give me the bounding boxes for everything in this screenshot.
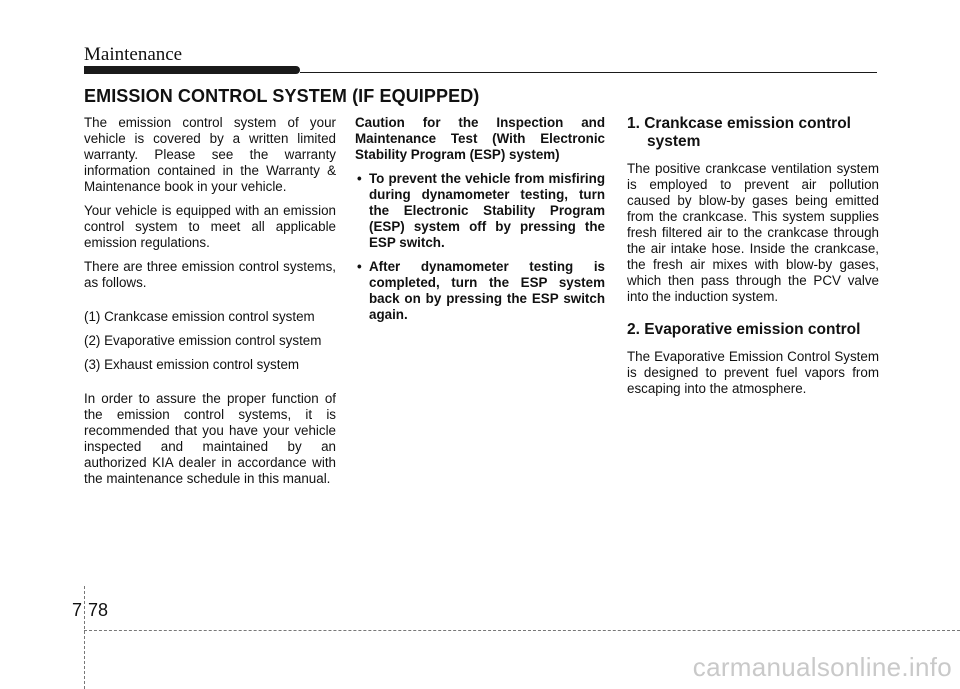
maintenance-paragraph: In order to assure the proper function of the emission control systems, it is recommended that you have your vehicle inspected and maintained by an authorized KIA dealer in accordance with the maintenance schedule in this manual.: [84, 391, 336, 486]
header-rule: [300, 72, 877, 73]
watermark: carmanualsonline.info: [692, 652, 952, 682]
system-list-item: (1) Crankcase emission control system: [84, 309, 315, 324]
caution-bullet: • After dynamometer testing is completed, turn the ESP system back on by pressing the ESP switch again.: [355, 259, 605, 323]
system-list-item: (2) Evaporative emission control system: [84, 333, 322, 348]
column-3: [627, 115, 879, 405]
caution-title: Caution for the Inspection and Maintenance Test (With Electronic Stability Program (ESP) system): [355, 115, 605, 162]
footer-divider-horizontal: [84, 630, 960, 631]
footer-divider-vertical: [84, 586, 85, 689]
header-title: Maintenance: [84, 44, 183, 65]
systems-intro-paragraph: There are three emission control systems, as follows.: [84, 259, 336, 290]
page-number: 78: [88, 600, 109, 620]
header-bar: [84, 66, 300, 74]
caution-bullet: • To prevent the vehicle from misfiring during dynamometer testing, turn the Electronic Stability Program (ESP) system off by pressing the ESP switch.: [355, 171, 605, 251]
system-list-item: (3) Exhaust emission control system: [84, 357, 300, 372]
evaporative-heading: 2. Evaporative emission control: [627, 321, 861, 338]
chapter-number: 7: [72, 600, 83, 620]
equipment-paragraph: Your vehicle is equipped with an emission control system to meet all applicable emission regulations.: [84, 203, 336, 250]
column-1: [84, 115, 336, 495]
section-title: EMISSION CONTROL SYSTEM (IF EQUIPPED): [84, 86, 480, 106]
column-2: [355, 115, 605, 331]
caution-bullets: [355, 171, 605, 323]
crankcase-paragraph: The positive crankcase ventilation system is employed to prevent air pollution caused by blow-by gases being emitted from the crankcase. This system supplies fresh filtered air to the crankcase through the air intake hose. Inside the crankcase, the fresh air mixes with blow-by gases, which then pass through the PCV valve into the induction system.: [627, 161, 879, 304]
evaporative-paragraph: The Evaporative Emission Control System is designed to prevent fuel vapors from escaping into the atmosphere.: [627, 349, 879, 396]
crankcase-heading: 1. Crankcase emission control system: [627, 115, 851, 150]
intro-paragraph: The emission control system of your vehicle is covered by a written limited warranty. Please see the warranty information contained in the Warranty & Maintenance book in your vehicle.: [84, 115, 336, 194]
